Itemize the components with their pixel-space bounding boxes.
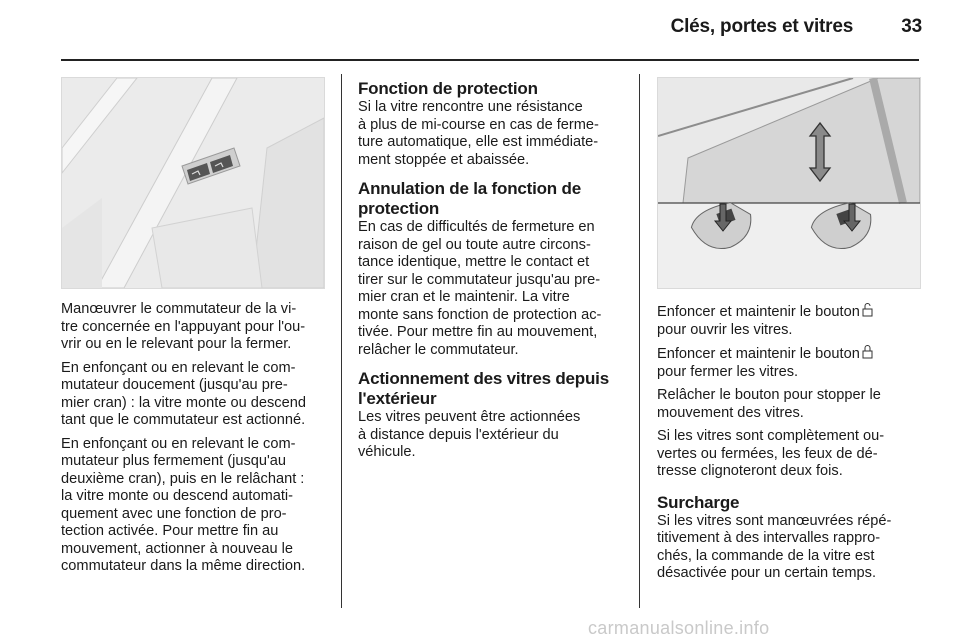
paragraph: En enfonçant ou en relevant le com- mutateur doucement (jusqu'au pre- mier cran) : la vitre monte ou descend tant que le commutateur est actionné. [61, 359, 306, 428]
column-left [61, 77, 325, 582]
heading: Actionnement des vitres depuis l'extérieur [358, 369, 609, 408]
remote-key-window-illustration [657, 77, 921, 289]
window-switch-illustration [61, 77, 325, 289]
paragraph: Si la vitre rencontre une résistance à plus de mi-course en cas de ferme- ture automatique, elle est immédiate- ment stoppée et abaissée. [358, 99, 599, 168]
paragraph: En cas de difficultés de fermeture en raison de gel ou toute autre circons- tance identique, mettre le contact et tirer sur le commutateur jusqu'au pre- mier cran et le maintenir. La vitre monte sans fonction de protection ac- tivée. Pour mettre fin au mouvement, relâcher le commutateur. [358, 219, 602, 358]
paragraph: Si les vitres sont manœuvrées répé- titivement à des intervalles rappro- chés, la commande de la vitre est désactivée pour un certain temps. [657, 512, 892, 581]
lock-icon [862, 345, 873, 359]
page-header [671, 16, 922, 38]
column-right [657, 77, 921, 589]
paragraph: Relâcher le bouton pour stopper le mouvement des vitres. [657, 387, 881, 421]
paragraph: En enfonçant ou en relevant le com- mutateur plus fermement (jusqu'au deuxième cran), puis en le relâchant : la vitre monte ou descend automati- quement avec une fonction de pro- tection activée. Pour mettre fin au mouvement, actionner à nouveau le commutateur dans la même direction. [61, 435, 306, 574]
column-divider [639, 74, 640, 608]
heading: Annulation de la fonction de protection [358, 179, 581, 218]
page-number: 33 [901, 16, 922, 37]
paragraph: Manœuvrer le commutateur de la vi- tre concernée en l'appuyant pour l'ou- vrir ou en le relevant pour la fermer. [61, 301, 306, 352]
section-title: Clés, portes et vitres [670, 16, 854, 37]
paragraph: Les vitres peuvent être actionnées à distance depuis l'extérieur du véhicule. [358, 409, 581, 460]
column-middle [358, 79, 626, 468]
paragraph: Enfoncer et maintenir le bouton pour fermer les vitres. [657, 345, 921, 381]
watermark: carmanualsonline.info [588, 618, 770, 638]
paragraph: Si les vitres sont complètement ou- vertes ou fermées, les feux de dé- tresse clignoteront deux fois. [657, 428, 885, 479]
heading: Surcharge [657, 492, 740, 512]
column-divider [341, 74, 342, 608]
heading: Fonction de protection [358, 79, 538, 98]
unlock-icon [862, 303, 873, 317]
header-divider [61, 59, 919, 61]
paragraph: Enfoncer et maintenir le bouton pour ouvrir les vitres. [657, 303, 921, 339]
